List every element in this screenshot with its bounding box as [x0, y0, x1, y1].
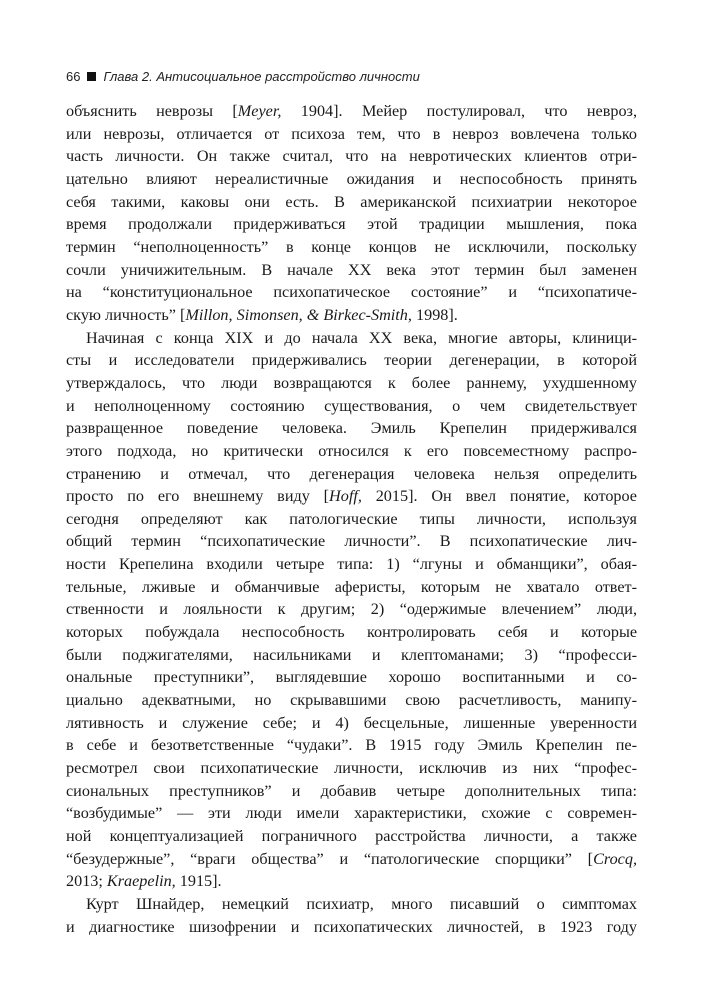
text-line: [66, 100, 637, 123]
text-line: [66, 417, 637, 440]
text-line: [66, 236, 637, 259]
text-segment: 2013;: [66, 872, 107, 891]
text-segment: время продолжали придерживаться этой традиции мышления, пока: [66, 215, 637, 234]
text-line: [66, 780, 637, 803]
text-segment: 1904]. Мейер постулировал, что невроз,: [281, 102, 637, 120]
text-line: [66, 463, 637, 486]
text-segment: сочли уничижительным. В начале XX века этот термин был заменен: [66, 260, 637, 279]
text-line: [66, 168, 637, 191]
text-segment: скую личность” [: [66, 305, 186, 324]
text-segment: сты и исследователи придерживались теории дегенерации, в которой: [66, 351, 637, 370]
text-segment: часть личности. Он также считал, что на невротических клиентов отри-: [66, 147, 637, 166]
text-segment: этого подхода, но критически относился к его повсеместному распро-: [66, 441, 637, 460]
text-segment: себя такими, каковы они есть. В американской психиатрии некоторое: [66, 192, 637, 211]
text-segment: на “конституциональное психопатическое состояние” и “психопатиче-: [66, 283, 637, 302]
text-segment: или неврозы, отличается от психоза тем, что в невроз вовлечена только: [66, 124, 637, 143]
text-line: [66, 508, 637, 531]
text-segment: странению и отмечал, что дегенерация человека нельзя определить: [66, 464, 637, 483]
text-segment: лятивность и служение себе; и 4) бесцельные, лишенные уверенности: [66, 713, 637, 732]
text-segment: утверждалось, что люди возвращаются к более раннему, ухудшенному: [66, 373, 637, 392]
text-line: [66, 916, 637, 939]
text-segment: которых побуждала неспособность контролировать себя и которые: [66, 623, 637, 642]
text-segment: сиональных преступников” и добавив четыре дополнительных типа:: [66, 781, 637, 800]
text-segment: “возбудимые” — эти люди имели характеристики, схожие с современ-: [66, 804, 637, 823]
text-segment: общий термин “психопатические личности”. В психопатические лич-: [66, 532, 637, 551]
text-segment: 2015]. Он ввел понятие, которое: [361, 487, 637, 506]
text-segment: Курт Шнайдер, немецкий психиатр, много писавший о симптомах: [86, 894, 637, 913]
text-line: [66, 213, 637, 236]
text-segment: и диагностике шизофрении и психопатических личностей, в 1923 году: [66, 917, 637, 936]
text-segment: 1998].: [411, 305, 458, 324]
text-line: [66, 145, 637, 168]
text-line: [66, 530, 637, 553]
citation-author: Hoff,: [329, 487, 362, 506]
text-line: [66, 372, 637, 395]
text-segment: Начиная с конца XIX и до начала XX века, многие авторы, клиници-: [86, 328, 637, 347]
citation-author: Crocq,: [593, 849, 637, 868]
text-segment: цательно влияют нереалистичные ожидания и неспособность принять: [66, 169, 637, 188]
text-segment: тельные, лживые и обманчивые аферисты, которым не хватало ответ-: [66, 577, 637, 596]
text-segment: были поджигателями, насильниками и клептоманами; 3) “професси-: [66, 645, 637, 664]
text-segment: ональные преступники”, выглядевшие хорошо воспитанными и со-: [66, 668, 637, 687]
text-line: [66, 191, 637, 214]
text-line: [66, 802, 637, 825]
text-line: [66, 440, 637, 463]
text-line: [66, 666, 637, 689]
square-bullet-icon: [87, 72, 96, 81]
text-segment: просто по его внешнему виду [: [66, 487, 330, 506]
text-segment: сегодня определяют как патологические типы личности, используя: [66, 509, 637, 528]
text-segment: “безудержные”, “враги общества” и “патологические спорщики” [: [66, 849, 594, 868]
text-line: [66, 870, 637, 893]
text-line: [66, 349, 637, 372]
text-line: [66, 576, 637, 599]
text-segment: объяснить неврозы [: [66, 102, 238, 120]
text-segment: ной концептуализацией пограничного расстройства личности, а также: [66, 827, 637, 845]
chapter-title: Глава 2. Антисоциальное расстройство личности: [103, 69, 420, 84]
citation-author: Kraepelin,: [106, 872, 176, 891]
text-line: [66, 395, 637, 418]
citation-author: Millon, Simonsen, & Birkec-Smith,: [185, 305, 412, 324]
text-line: [66, 893, 637, 916]
text-segment: и неполноценному состоянию существования, о чем свидетельствует: [66, 396, 637, 415]
text-line: [66, 304, 637, 327]
text-line: [66, 259, 637, 282]
text-line: [66, 598, 637, 621]
text-segment: развращенное поведение человека. Эмиль Крепелин придерживался: [66, 419, 637, 438]
text-line: [66, 689, 637, 712]
text-segment: ственности и лояльности к другим; 2) “одержимые влечением” люди,: [66, 600, 637, 619]
text-segment: 1915].: [175, 872, 222, 891]
citation-author: Meyer,: [237, 102, 282, 120]
text-line: [66, 327, 637, 350]
text-line: [66, 553, 637, 576]
text-segment: термин “неполноценность” в конце концов не исключили, поскольку: [66, 237, 637, 256]
text-line: [66, 621, 637, 644]
text-line: [66, 123, 637, 146]
text-segment: в себе и безответственные “чудаки”. В 1915 году Эмиль Крепелин пе-: [66, 736, 637, 755]
text-segment: ресмотрел свои психопатические личности, исключив из них “профес-: [66, 759, 637, 778]
text-line: [66, 485, 637, 508]
text-line: [66, 644, 637, 667]
text-line: [66, 848, 637, 871]
text-line: [66, 757, 637, 780]
text-line: [66, 734, 637, 757]
text-segment: циально адекватными, но скрывавшими свою расчетливость, манипу-: [66, 691, 637, 710]
running-header: [66, 69, 420, 84]
text-line: [66, 712, 637, 735]
page-number: 66: [66, 69, 81, 84]
text-segment: ности Крепелина входили четыре типа: 1) “лгуны и обманщики”, обая-: [66, 555, 637, 574]
text-line: [66, 825, 637, 848]
body-text: [66, 100, 637, 938]
text-line: [66, 281, 637, 304]
